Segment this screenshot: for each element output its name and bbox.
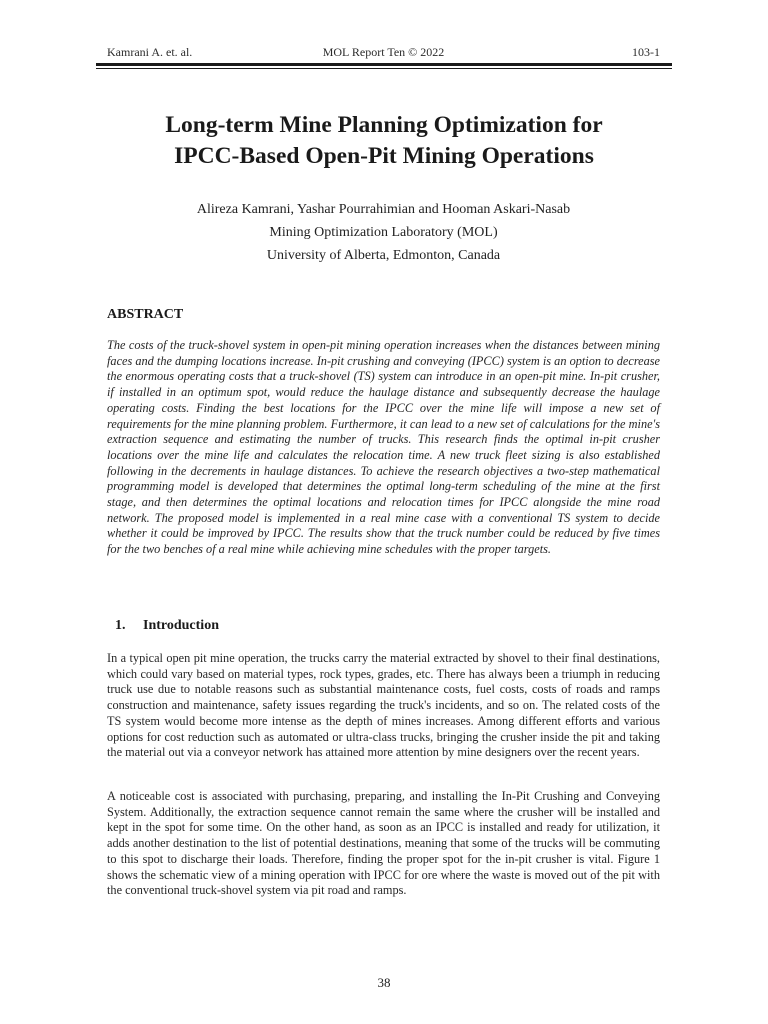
section-heading-introduction <box>107 617 219 635</box>
header-rule-thin <box>96 68 672 69</box>
author-names: Alireza Kamrani, Yashar Pourrahimian and Hooman Askari-Nasab <box>196 202 571 217</box>
page-number: 38 <box>377 975 391 990</box>
introduction-paragraph-2: A noticeable cost is associated with purchasing, preparing, and installing the In-Pit Crushing and Conveying System. Additionally, the extraction sequence cannot remain the same where the crusher will be installed and kept in the spot for some time. On the other hand, as soon as an IPCC is installed and ready for utilization, it adds another destination to the list of potential destinations, meaning that some of the trucks will be commuting to this spot to discharge their loads. Therefore, finding the proper spot for the in-pit crusher is vital. Figure 1 shows the schematic view of a mining operation with IPCC for ore where the waste is moved out of the pit with the conventional truck-shovel system via pit road and ramps. <box>107 789 660 898</box>
abstract-heading: ABSTRACT <box>107 307 184 322</box>
section-number: 1. <box>115 618 126 633</box>
header-page-id: 103-1 <box>632 45 660 59</box>
section-title: Introduction <box>143 618 219 633</box>
introduction-paragraph-1: In a typical open pit mine operation, the trucks carry the material extracted by shovel to their final destinations, which could vary based on material types, rock types, grades, etc. There has always been a triumph in reducing truck use due to notable reasons such as substantial maintenance costs, fuel costs, costs of roads and ramps construction and maintenance, safety issues regarding the truck's incidents, and so on. The related costs of the TS system would become more intense as the depth of mines increases. Among different efforts and various options for cost reduction such as automated or ultra-class trucks, bringing the crusher inside the pit and taking the material out via a conveyor network has attained more attention by mine designers over the recent years. <box>107 651 660 760</box>
running-header <box>107 44 660 60</box>
author-lab: Mining Optimization Laboratory (MOL) <box>269 225 498 240</box>
paper-title <box>80 110 688 172</box>
paper-title-line-2: IPCC-Based Open-Pit Mining Operations <box>174 143 594 169</box>
header-report-title: MOL Report Ten © 2022 <box>322 45 445 59</box>
paper-title-line-1: Long-term Mine Planning Optimization for <box>165 112 603 138</box>
abstract-body: The costs of the truck-shovel system in open-pit mining operation increases when the distances between mining faces and the dumping locations increase. In-pit crushing and conveying (IPCC) system is an option to decrease the enormous operating costs that a truck-shovel (TS) system can introduce in an open-pit mine. In-pit crusher, if installed in an optimum spot, would reduce the haulage distance and subsequently decrease the haulage operating costs. Finding the best locations for the IPCC over the mine life will impose a new set of requirements for the mine planning problem. Furthermore, it can lead to a new set of calculations for the mine's extraction sequence and estimating the number of trucks. This research finds the optimal in-pit crusher locations over the mine life and calculates the relocation time. A new truck fleet sizing is also established following in the decrements in haulage distances. To achieve the research objectives a two-step mathematical programming model is developed that determines the optimal long-term scheduling of the mine at the first stage, and then determines the optimal locations and relocation times for IPCC alongside the mine road network. The proposed model is implemented in a real mine case with a conventional TS system to decide whether it could be improved by IPCC. The results show that the truck number could be reduced by five times for the two benches of a real mine while achieving mine schedules with the proper targets. <box>107 338 660 557</box>
header-author: Kamrani A. et. al. <box>107 45 193 59</box>
author-university: University of Alberta, Edmonton, Canada <box>266 248 501 263</box>
header-rule-thick <box>96 63 672 66</box>
author-block <box>107 198 660 267</box>
